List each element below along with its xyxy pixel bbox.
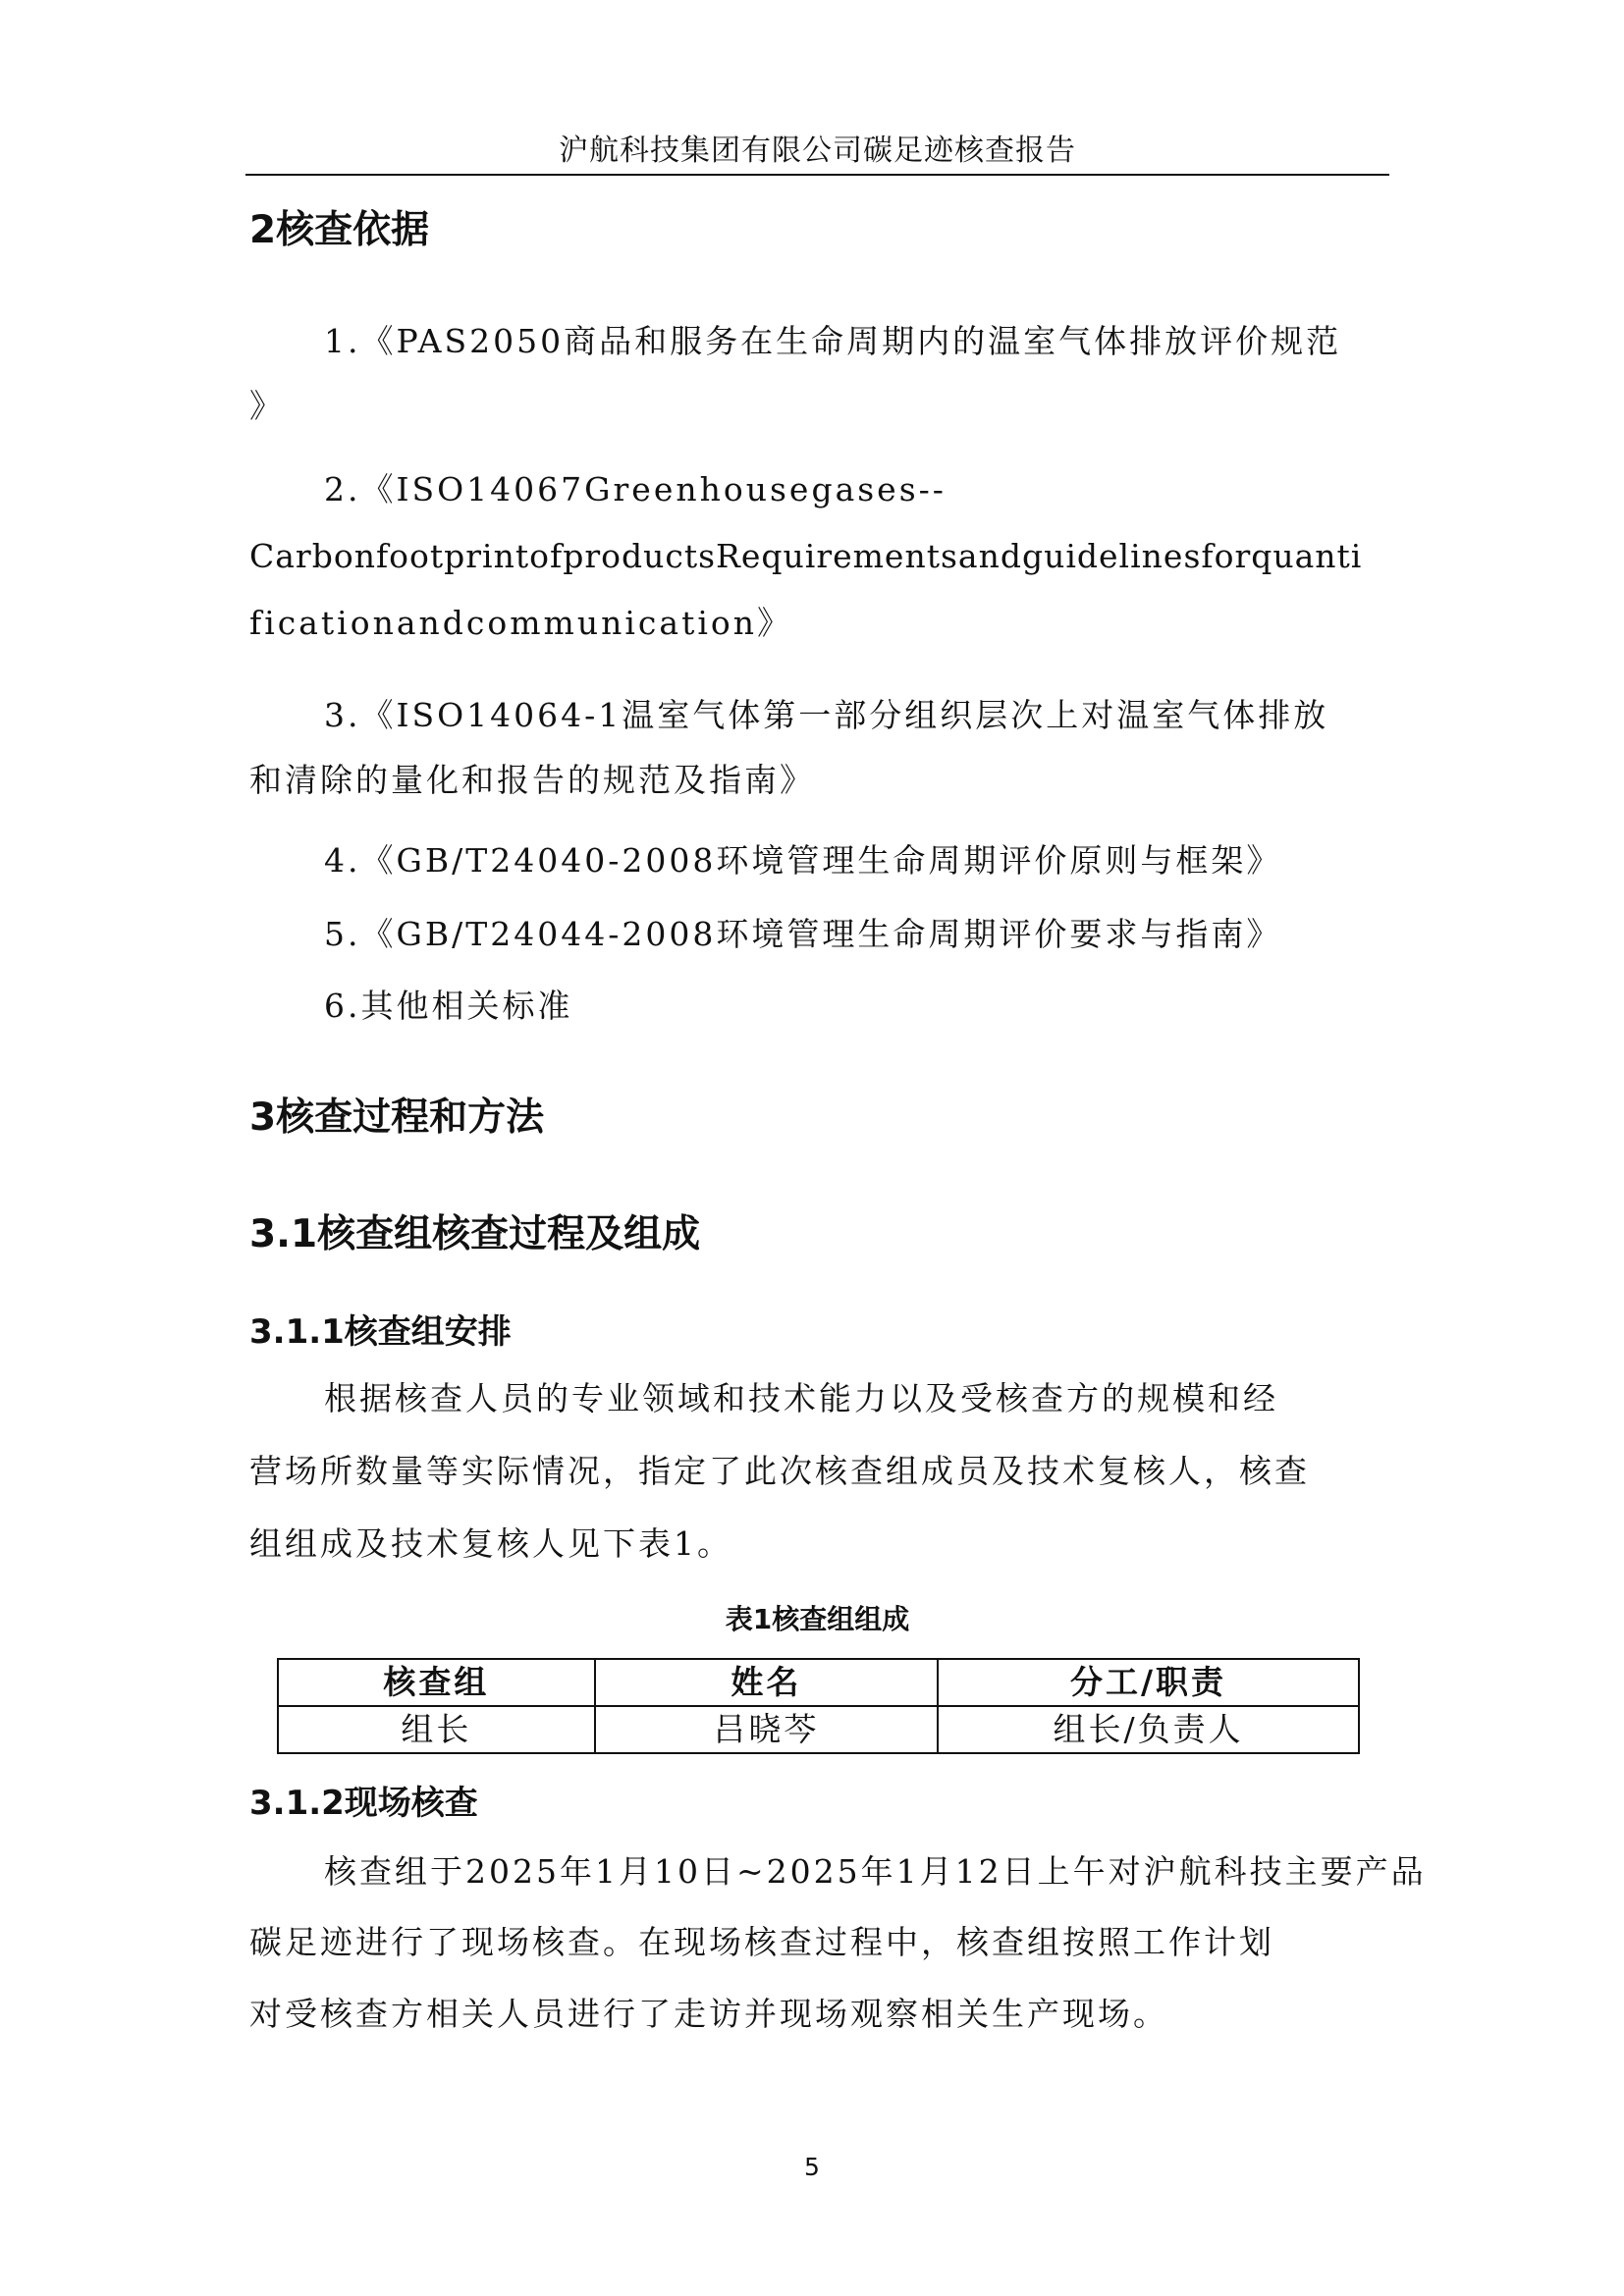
table-header-cell: 分工/职责 [938,1659,1359,1706]
section-2-heading: 2核查依据 [249,208,430,252]
reference-2-line-3: ficationandcommunication》 [249,604,793,642]
paragraph-3-1-1-line-2: 营场所数量等实际情况，指定了此次核查组成员及技术复核人，核查 [249,1452,1310,1490]
table-cell: 组长 [278,1706,595,1753]
paragraph-3-1-1-line-1: 根据核查人员的专业领域和技术能力以及受核查方的规模和经 [324,1379,1278,1417]
reference-4: 4.《GB/T24040-2008环境管理生命周期评价原则与框架》 [324,841,1282,880]
table-row [278,1706,1359,1753]
section-3-1-2-heading: 3.1.2现场核查 [249,1784,478,1823]
header-rule [245,174,1389,176]
paragraph-3-1-1-line-3: 组组成及技术复核人见下表1。 [249,1524,732,1563]
running-header: 沪航科技集团有限公司碳足迹核查报告 [559,133,1076,168]
section-3-1-heading: 3.1核查组核查过程及组成 [249,1212,701,1256]
table-caption: 表1核查组组成 [725,1603,910,1635]
reference-1-line-1: 1.《PAS2050商品和服务在生命周期内的温室气体排放评价规范 [324,322,1342,360]
reference-1-line-2: 》 [249,387,285,425]
section-3-heading: 3核查过程和方法 [249,1095,545,1140]
table-header-cell: 姓名 [595,1659,938,1706]
table-header-row [278,1659,1359,1706]
page-number: 5 [804,2153,820,2181]
reference-6: 6.其他相关标准 [324,987,573,1025]
paragraph-3-1-2-line-1: 核查组于2025年1月10日~2025年1月12日上午对沪航科技主要产品 [324,1852,1427,1891]
table-cell: 吕晓芩 [595,1706,938,1753]
reference-2-line-2: CarbonfootprintofproductsRequirementsandguidelinesforquanti [249,537,1363,575]
table-header-cell: 核查组 [278,1659,595,1706]
paragraph-3-1-2-line-3: 对受核查方相关人员进行了走访并现场观察相关生产现场。 [249,1995,1168,2033]
reference-2-line-1: 2.《ISO14067Greenhousegases-- [324,470,947,508]
reference-3-line-2: 和清除的量化和报告的规范及指南》 [249,761,815,799]
table-cell: 组长/负责人 [938,1706,1359,1753]
section-3-1-1-heading: 3.1.1核查组安排 [249,1312,512,1352]
reference-5: 5.《GB/T24044-2008环境管理生命周期评价要求与指南》 [324,915,1282,953]
paragraph-3-1-2-line-2: 碳足迹进行了现场核查。在现场核查过程中，核查组按照工作计划 [249,1923,1274,1961]
team-table [277,1658,1360,1754]
reference-3-line-1: 3.《ISO14064-1温室气体第一部分组织层次上对温室气体排放 [324,696,1329,734]
